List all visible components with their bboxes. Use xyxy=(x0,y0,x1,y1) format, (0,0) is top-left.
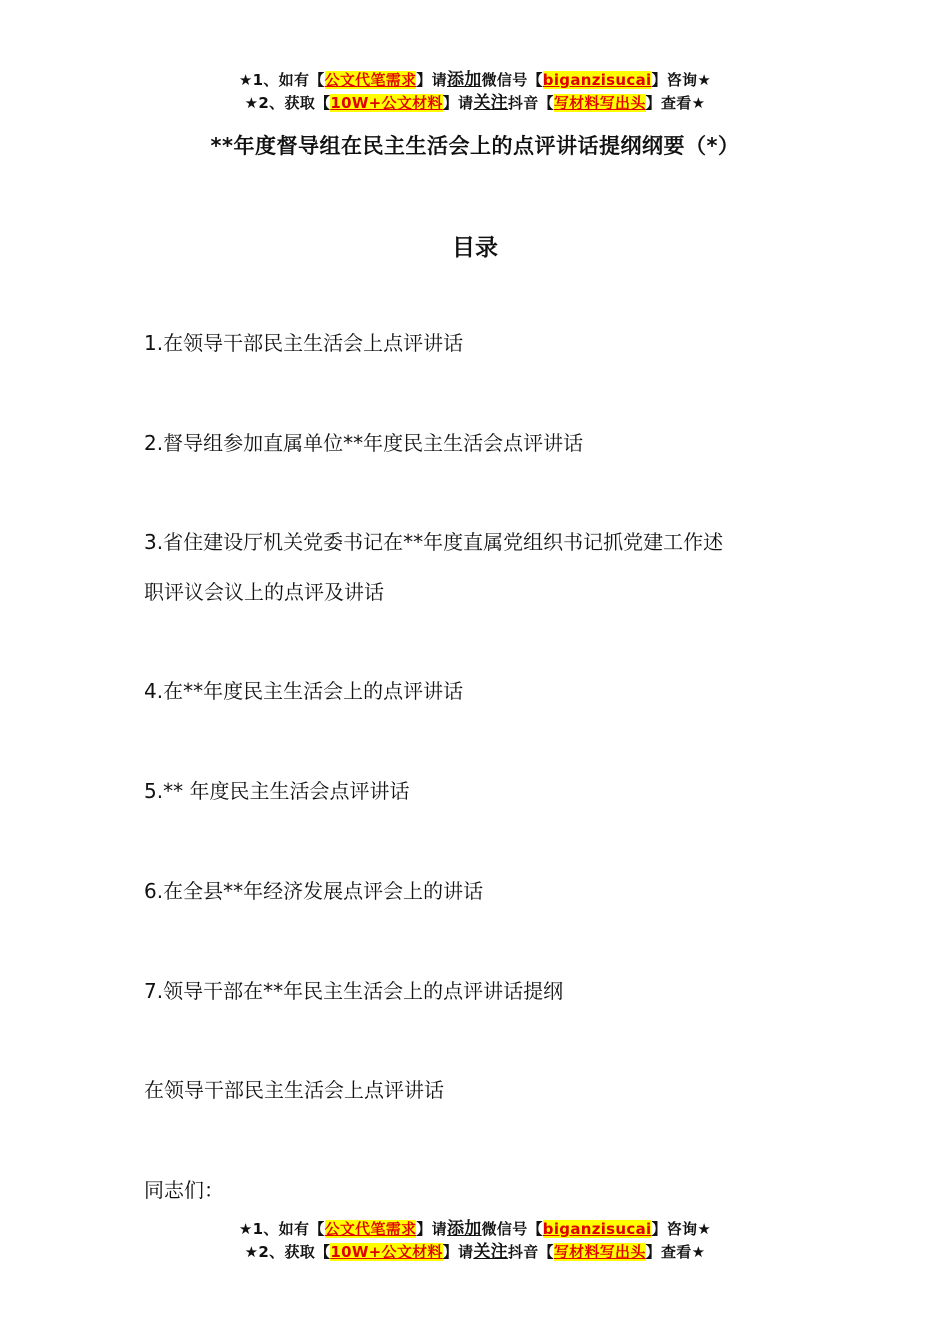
promo-text: 1、如有【 xyxy=(252,71,325,89)
promo-text: 2、获取【 xyxy=(258,94,331,112)
star-icon: ★ xyxy=(244,94,259,112)
promo-text: 微信号【 xyxy=(481,1220,543,1238)
salutation: 同志们： xyxy=(144,1178,224,1202)
promo-line-1 xyxy=(0,69,950,92)
promo-text: 】请 xyxy=(416,1220,447,1238)
promo-text: 抖音【 xyxy=(507,1243,554,1261)
promo-line-2 xyxy=(0,1241,950,1264)
star-icon: ★ xyxy=(691,1243,706,1261)
toc-heading: 目录 xyxy=(452,235,498,261)
toc-item: 2.督导组参加直属单位**年度民主生活会点评讲话 xyxy=(144,431,584,455)
promo-douyin-account: 写材料写出头 xyxy=(553,1243,646,1261)
toc-item: 7.领导干部在**年民主生活会上的点评讲话提纲 xyxy=(144,979,564,1003)
star-icon: ★ xyxy=(697,1220,712,1238)
promo-wechat-id: biganzisucai xyxy=(542,1220,652,1238)
document-title: **年度督导组在民主生活会上的点评讲话提纲纲要（*） xyxy=(210,134,740,158)
promo-highlight: 公文代笔需求 xyxy=(324,71,417,89)
star-icon: ★ xyxy=(238,71,253,89)
promo-text: 】请 xyxy=(416,71,447,89)
promo-line-1 xyxy=(0,1218,950,1241)
toc-item: 1.在领导干部民主生活会上点评讲话 xyxy=(144,331,464,355)
promo-underlined: 添加 xyxy=(446,1219,482,1239)
promo-underlined: 关注 xyxy=(473,93,508,113)
promo-text: 】查看 xyxy=(645,1243,692,1261)
toc-item: 5.** 年度民主生活会点评讲话 xyxy=(144,779,410,803)
star-icon: ★ xyxy=(238,1220,253,1238)
section-heading: 在领导干部民主生活会上点评讲话 xyxy=(144,1078,444,1102)
toc-item: 6.在全县**年经济发展点评会上的讲话 xyxy=(144,879,484,903)
promo-text: 】查看 xyxy=(645,94,692,112)
top-promo-banner xyxy=(0,69,950,115)
promo-text: 】请 xyxy=(442,94,474,112)
toc-item xyxy=(144,517,824,617)
promo-highlight: 公文代笔需求 xyxy=(324,1220,417,1238)
star-icon: ★ xyxy=(244,1243,259,1261)
promo-underlined: 添加 xyxy=(446,70,482,90)
toc-item: 4.在**年度民主生活会上的点评讲话 xyxy=(144,679,464,703)
star-icon: ★ xyxy=(697,71,712,89)
promo-underlined: 关注 xyxy=(473,1242,508,1262)
promo-text: 抖音【 xyxy=(507,94,554,112)
promo-douyin-account: 写材料写出头 xyxy=(553,94,646,112)
promo-line-2 xyxy=(0,92,950,115)
promo-text: 】咨询 xyxy=(651,71,698,89)
promo-highlight: 10W+公文材料 xyxy=(330,1243,443,1261)
star-icon: ★ xyxy=(691,94,706,112)
promo-text: 】咨询 xyxy=(651,1220,698,1238)
promo-text: 1、如有【 xyxy=(252,1220,325,1238)
promo-text: 】请 xyxy=(442,1243,474,1261)
toc-item-line: 职评议会议上的点评及讲话 xyxy=(144,580,384,604)
toc-item-line: 3.省住建设厅机关党委书记在**年度直属党组织书记抓党建工作述 xyxy=(144,530,724,554)
promo-wechat-id: biganzisucai xyxy=(542,71,652,89)
bottom-promo-banner xyxy=(0,1218,950,1264)
promo-text: 2、获取【 xyxy=(258,1243,331,1261)
promo-text: 微信号【 xyxy=(481,71,543,89)
promo-highlight: 10W+公文材料 xyxy=(330,94,443,112)
